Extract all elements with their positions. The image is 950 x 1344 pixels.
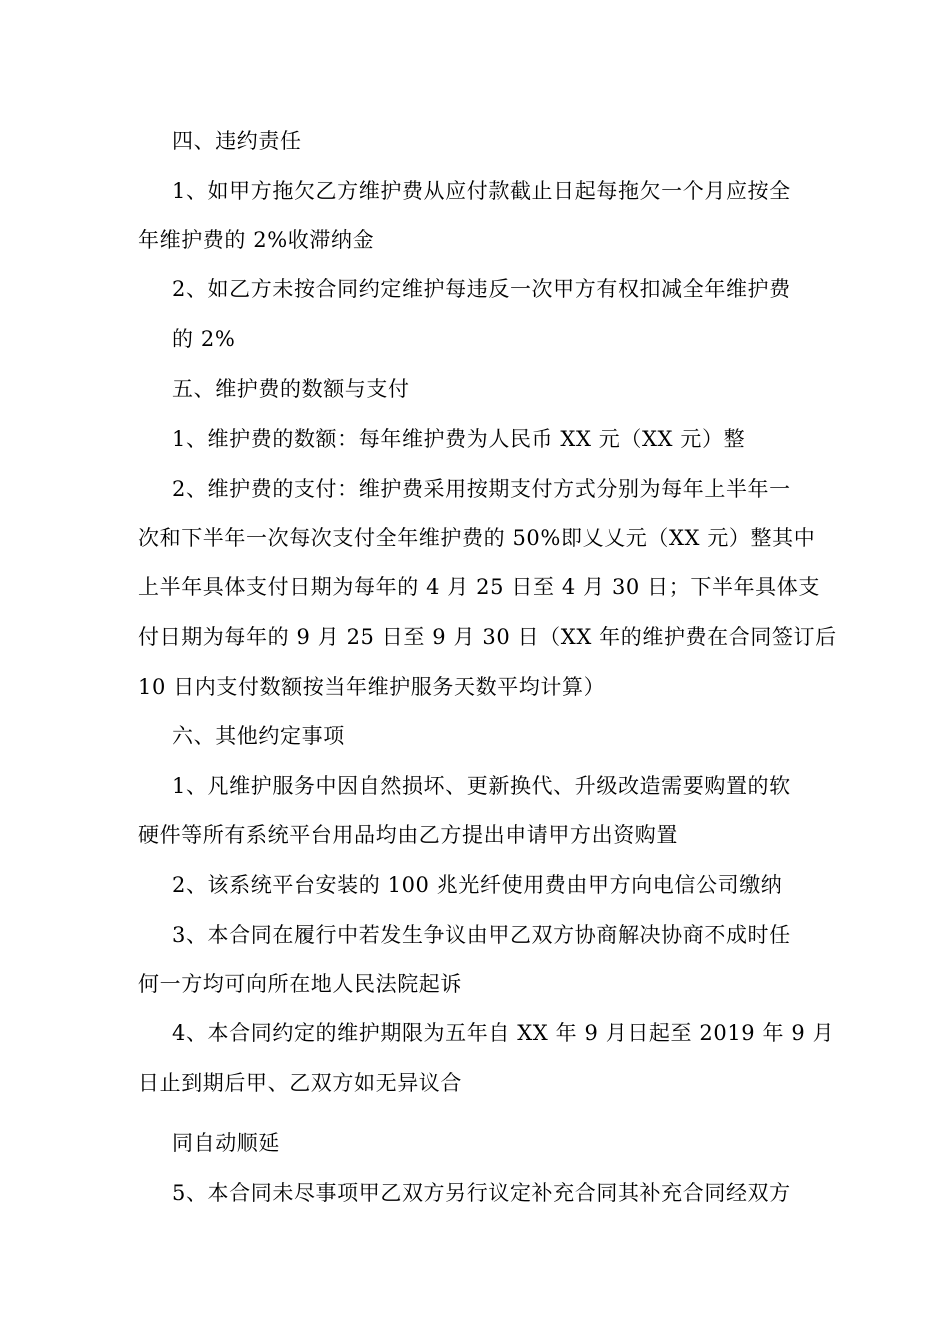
- paragraph-line: 3、本合同在履行中若发生争议由甲乙双方协商解决协商不成时任: [172, 923, 791, 947]
- paragraph-line: 何一方均可向所在地人民法院起诉: [138, 972, 462, 996]
- paragraph-line: 1、维护费的数额：每年维护费为人民币 XX 元（XX 元）整: [172, 427, 746, 451]
- paragraph-line: 硬件等所有系统平台用品均由乙方提出申请甲方出资购置: [138, 823, 678, 847]
- section-heading-breach-liability: 四、违约责任: [172, 129, 302, 153]
- paragraph-line: 上半年具体支付日期为每年的 4 月 25 日至 4 月 30 日；下半年具体支: [138, 575, 820, 599]
- paragraph-line: 1、如甲方拖欠乙方维护费从应付款截止日起每拖欠一个月应按全: [172, 179, 791, 203]
- paragraph-line: 付日期为每年的 9 月 25 日至 9 月 30 日（XX 年的维护费在合同签订后: [138, 625, 837, 649]
- paragraph-line: 2、该系统平台安装的 100 兆光纤使用费由甲方向电信公司缴纳: [172, 873, 783, 897]
- paragraph-line: 2、如乙方未按合同约定维护每违反一次甲方有权扣减全年维护费: [172, 277, 791, 301]
- paragraph-line: 5、本合同未尽事项甲乙双方另行议定补充合同其补充合同经双方: [172, 1181, 791, 1205]
- paragraph-line: 同自动顺延: [172, 1131, 280, 1155]
- paragraph-line: 4、本合同约定的维护期限为五年自 XX 年 9 月日起至 2019 年 9 月: [172, 1021, 835, 1045]
- paragraph-line: 年维护费的 2%收滞纳金: [138, 228, 375, 252]
- paragraph-line: 次和下半年一次每次支付全年维护费的 50%即乂乂元（XX 元）整其中: [138, 526, 816, 550]
- paragraph-line: 的 2%: [172, 327, 236, 351]
- paragraph-line: 2、维护费的支付：维护费采用按期支付方式分别为每年上半年一: [172, 477, 791, 501]
- paragraph-line: 日止到期后甲、乙双方如无异议合: [138, 1071, 462, 1095]
- section-heading-maintenance-fee: 五、维护费的数额与支付: [172, 377, 410, 401]
- paragraph-line: 1、凡维护服务中因自然损坏、更新换代、升级改造需要购置的软: [172, 774, 791, 798]
- section-heading-other-terms: 六、其他约定事项: [172, 724, 345, 748]
- paragraph-line: 10 日内支付数额按当年维护服务天数平均计算）: [138, 675, 606, 699]
